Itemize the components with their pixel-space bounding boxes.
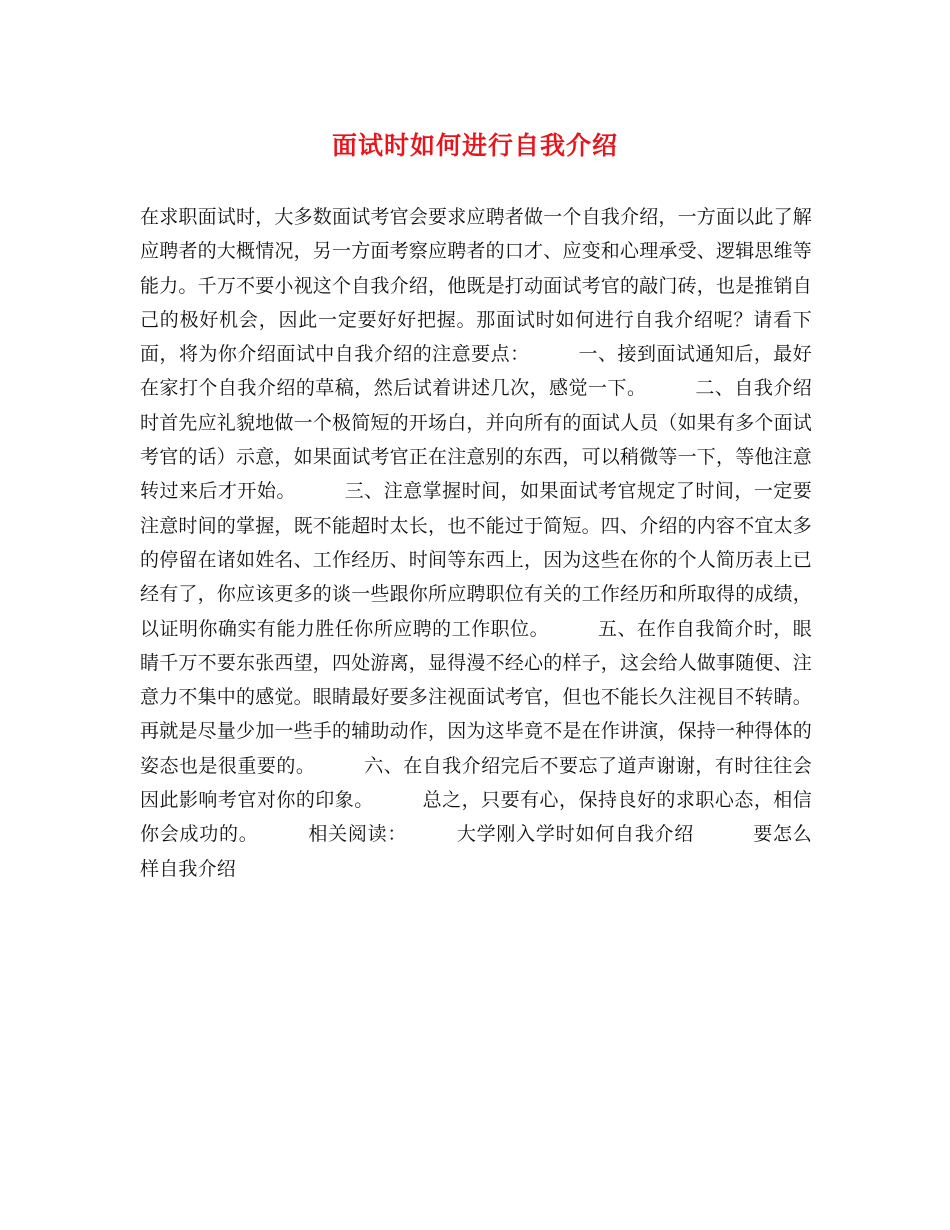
page-title: 面试时如何进行自我介绍 — [331, 131, 618, 160]
article-body: 在求职面试时，大多数面试考官会要求应聘者做一个自我介绍，一方面以此了解应聘者的大概情况，另一方面考察应聘者的口才、应变和心理承受、逻辑思维等能力。千万不要小视这个自我介绍，他既是打动面试考官的敲门砖，也是推销自己的极好机会，因此一定要好好把握。那面试时如何进行自我介绍呢？请看下面，将为你介绍面试中自我介绍的注意要点： 一、接到面试通知后，最好在家打个自我介绍的草稿，然后试着讲述几次，感觉一下。 二、自我介绍时首先应礼貌地做一个极简短的开场白，并向所有的面试人员（如果有多个面试考官的话）示意，如果面试考官正在注意别的东西，可以稍微等一下，等他注意转过来后才开始。 三、注意掌握时间，如果面试考官规定了时间，一定要注意时间的掌握，既不能超时太长，也不能过于简短。四、介绍的内容不宜太多的停留在诸如姓名、工作经历、时间等东西上，因为这些在你的个人简历表上已经有了，你应该更多的谈一些跟你所应聘职位有关的工作经历和所取得的成绩，以证明你确实有能力胜任你所应聘的工作职位。 五、在作自我简介时，眼睛千万不要东张西望，四处游离，显得漫不经心的样子，这会给人做事随便、注意力不集中的感觉。眼睛最好要多注视面试考官，但也不能长久注视目不转睛。再就是尽量少加一些手的辅助动作，因为这毕竟不是在作讲演，保持一种得体的姿态也是很重要的。 六、在自我介绍完后不要忘了道声谢谢，有时往往会因此影响考官对你的印象。 总之，只要有心，保持良好的求职心态，相信你会成功的。 相关阅读： 大学刚入学时如何自我介绍 要怎么样自我介绍 — [140, 206, 813, 880]
